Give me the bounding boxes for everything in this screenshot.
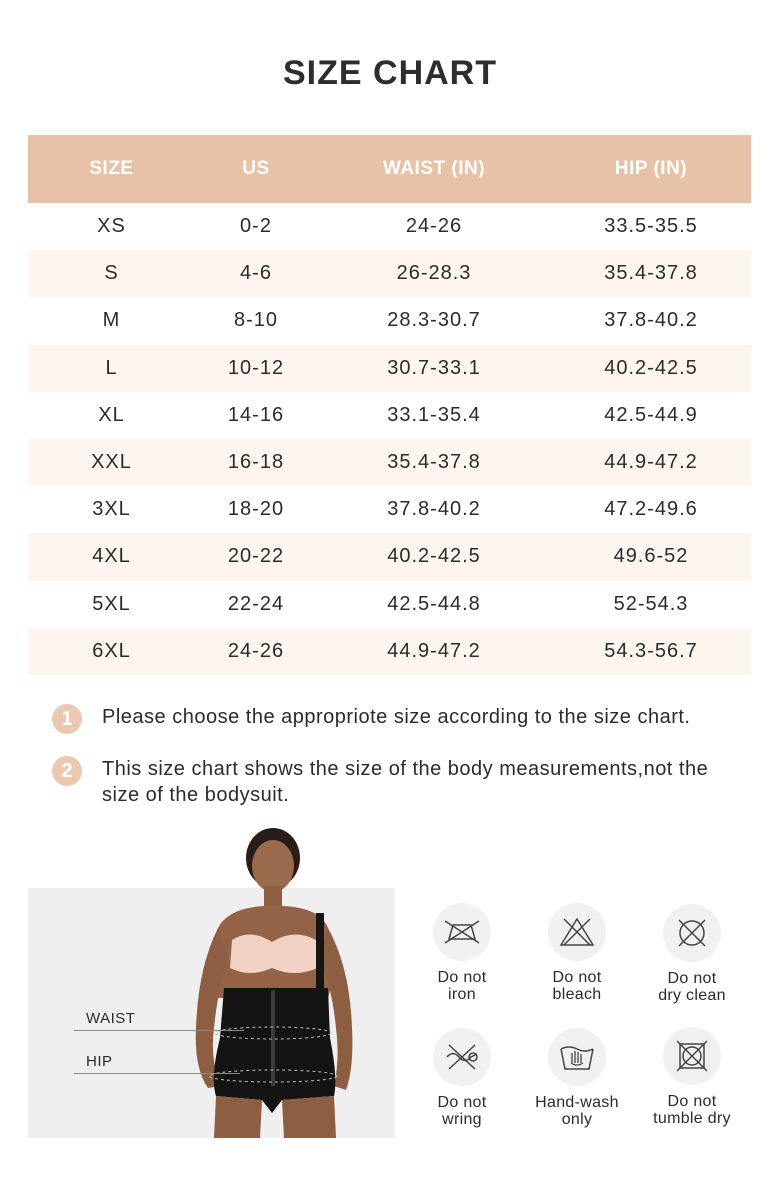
cell-waist: 30.7-33.1 — [387, 356, 481, 379]
waist-label: WAIST — [86, 1010, 136, 1027]
cell-waist: 33.1-35.4 — [387, 403, 481, 426]
table-row — [28, 203, 751, 250]
cell-waist: 42.5-44.8 — [387, 592, 481, 615]
care-item-no-bleach — [517, 903, 637, 1003]
cell-size: 3XL — [92, 498, 131, 521]
cell-us: 20-22 — [227, 545, 285, 568]
no-bleach-icon — [548, 903, 606, 961]
care-item-hand-wash — [517, 1028, 637, 1128]
cell-us: 16-18 — [227, 451, 285, 474]
cell-us: 22-24 — [227, 592, 285, 615]
care-label-line1: Do not — [437, 1094, 487, 1111]
care-label-line2: iron — [448, 986, 476, 1003]
care-item-no-iron — [402, 903, 522, 1003]
care-item-no-tumble-dry — [632, 1027, 752, 1127]
cell-us: 14-16 — [227, 403, 285, 426]
cell-hip: 35.4-37.8 — [604, 262, 698, 285]
table-row — [28, 297, 751, 344]
care-label-line2: wring — [442, 1111, 482, 1128]
cell-hip: 33.5-35.5 — [604, 215, 698, 238]
cell-hip: 47.2-49.6 — [604, 498, 698, 521]
cell-size: XS — [97, 215, 126, 238]
cell-waist: 28.3-30.7 — [387, 309, 481, 332]
no-wring-icon — [433, 1028, 491, 1086]
cell-waist: 40.2-42.5 — [387, 545, 481, 568]
care-label-line1: Hand-wash — [535, 1094, 619, 1111]
header-waist: WAIST (IN) — [382, 158, 486, 179]
cell-size: S — [104, 262, 119, 285]
cell-waist: 44.9-47.2 — [387, 639, 481, 662]
model-photo — [28, 828, 395, 1138]
table-row — [28, 628, 751, 675]
care-label-line2: bleach — [552, 986, 602, 1003]
table-row — [28, 250, 751, 297]
table-row — [28, 345, 751, 392]
note-number-badge: 1 — [52, 704, 82, 734]
page-title: SIZE CHART — [283, 54, 497, 92]
table-row — [28, 581, 751, 628]
cell-hip: 52-54.3 — [613, 592, 689, 615]
care-item-no-dry-clean — [632, 904, 752, 1004]
care-label-line1: Do not — [552, 969, 602, 986]
care-label-line1: Do not — [667, 1093, 717, 1110]
cell-waist: 26-28.3 — [396, 262, 472, 285]
header-size: SIZE — [89, 158, 134, 179]
cell-hip: 49.6-52 — [613, 545, 689, 568]
cell-hip: 37.8-40.2 — [604, 309, 698, 332]
no-iron-icon — [433, 903, 491, 961]
table-row — [28, 392, 751, 439]
note-text: Please choose the appropriote size according to the size chart. — [102, 706, 691, 728]
hip-line — [74, 1073, 240, 1074]
cell-us: 18-20 — [227, 498, 285, 521]
header-us: US — [242, 158, 270, 179]
cell-us: 4-6 — [240, 262, 272, 285]
cell-size: XXL — [91, 451, 132, 474]
cell-hip: 44.9-47.2 — [604, 451, 698, 474]
cell-size: L — [105, 356, 118, 379]
no-tumble-dry-icon — [663, 1027, 721, 1085]
care-label-line1: Do not — [437, 969, 487, 986]
note-number-badge: 2 — [52, 756, 82, 786]
table-row — [28, 533, 751, 580]
cell-size: XL — [98, 403, 125, 426]
cell-us: 10-12 — [227, 356, 285, 379]
note-2 — [52, 756, 752, 808]
cell-size: M — [102, 309, 121, 332]
cell-size: 4XL — [92, 545, 131, 568]
cell-us: 0-2 — [240, 215, 272, 238]
cell-size: 5XL — [92, 592, 131, 615]
table-header-row — [28, 135, 751, 203]
header-hip: HIP (IN) — [614, 158, 688, 179]
care-label-line2: dry clean — [658, 987, 726, 1004]
hip-label: HIP — [86, 1053, 113, 1070]
cell-hip: 40.2-42.5 — [604, 356, 698, 379]
cell-waist: 24-26 — [405, 215, 463, 238]
note-text: This size chart shows the size of the body measurements,not the size of the bodysuit. — [102, 758, 709, 806]
hand-wash-icon — [548, 1028, 606, 1086]
cell-us: 24-26 — [227, 639, 285, 662]
care-label-line1: Do not — [667, 970, 717, 987]
note-1 — [52, 704, 752, 734]
no-dry-clean-icon — [663, 904, 721, 962]
cell-waist: 35.4-37.8 — [387, 451, 481, 474]
cell-size: 6XL — [92, 639, 131, 662]
cell-hip: 42.5-44.9 — [604, 403, 698, 426]
care-item-no-wring — [402, 1028, 522, 1128]
cell-us: 8-10 — [233, 309, 279, 332]
table-row — [28, 439, 751, 486]
size-chart-table — [28, 135, 751, 675]
care-label-line2: tumble dry — [653, 1110, 731, 1127]
cell-hip: 54.3-56.7 — [604, 639, 698, 662]
cell-waist: 37.8-40.2 — [387, 498, 481, 521]
waist-line — [74, 1030, 244, 1031]
care-label-line2: only — [561, 1111, 593, 1128]
table-row — [28, 486, 751, 533]
